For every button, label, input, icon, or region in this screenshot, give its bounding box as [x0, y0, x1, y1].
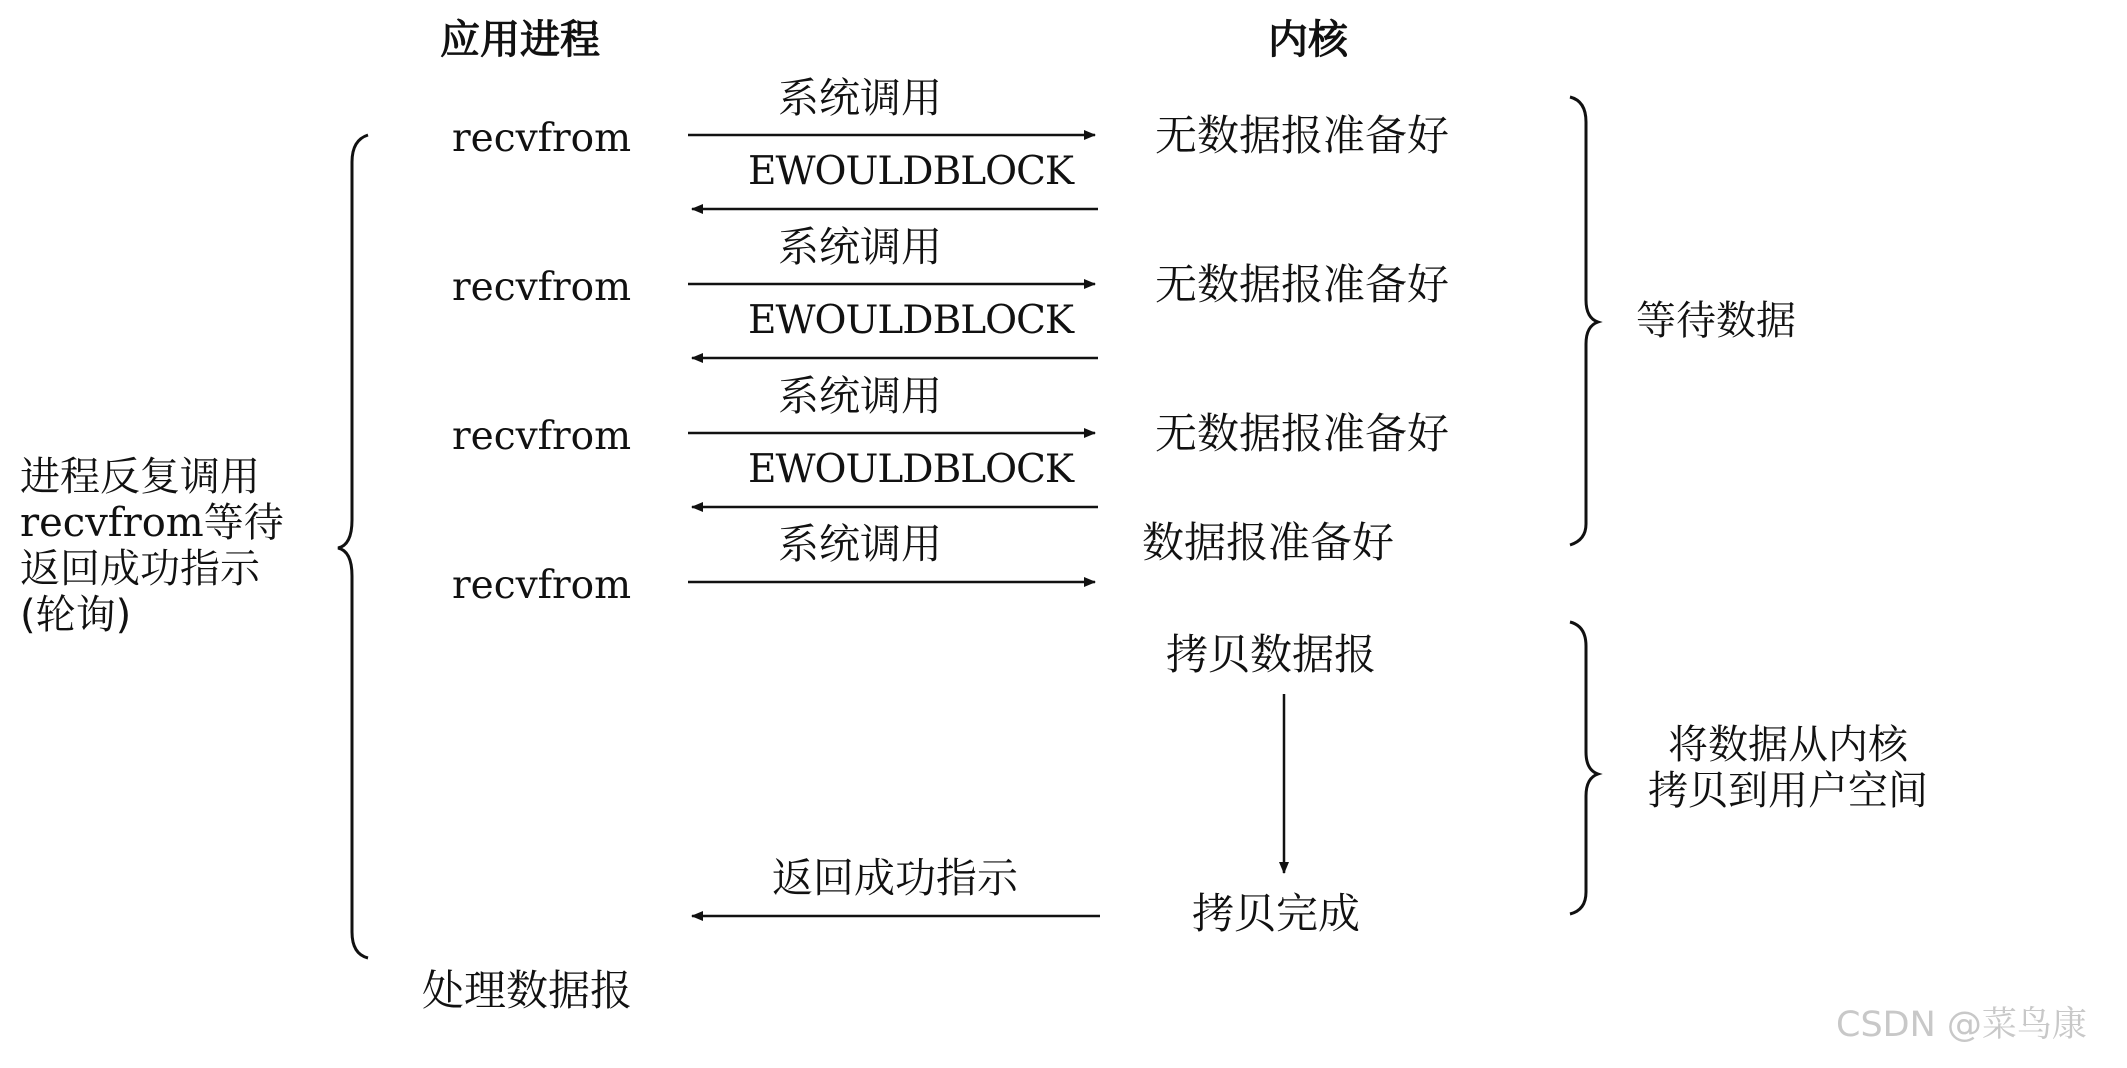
polling-note-line1: 进程反复调用: [20, 454, 260, 500]
phase-wait-label: 等待数据: [1636, 298, 1796, 344]
recvfrom-call-3: recvfrom: [452, 414, 632, 459]
recvfrom-call-2: recvfrom: [452, 265, 632, 310]
csdn-watermark: CSDN @菜鸟康: [1836, 1005, 2087, 1045]
wait-brace: [1570, 97, 1598, 545]
polling-note-wait: 等待: [203, 500, 284, 546]
copy-datagram-label: 拷贝数据报: [1166, 630, 1377, 679]
syscall-label-3: 系统调用: [778, 372, 942, 420]
recvfrom-call-1: recvfrom: [452, 116, 632, 161]
kernel-header: 内核: [1268, 17, 1348, 63]
syscall-label-4: 系统调用: [778, 520, 942, 568]
recvfrom-call-4: recvfrom: [452, 563, 632, 608]
phase-copy-line1: 将数据从内核: [1668, 722, 1908, 768]
polling-note-recvfrom: recvfrom: [20, 500, 204, 546]
ewouldblock-label-3: EWOULDBLOCK: [748, 447, 1074, 492]
polling-note-line3: 返回成功指示: [20, 546, 260, 592]
ewouldblock-label-2: EWOULDBLOCK: [748, 298, 1074, 343]
phase-copy-label: [1648, 722, 1928, 814]
return-success-label: 返回成功指示: [772, 854, 1018, 902]
polling-note-line4: (轮询): [20, 592, 132, 638]
polling-note: [20, 454, 284, 638]
syscall-label-2: 系统调用: [778, 223, 942, 271]
phase-copy-line2: 拷贝到用户空间: [1648, 768, 1928, 814]
left-brace: [338, 135, 368, 958]
polling-note-line2: [20, 500, 284, 546]
kernel-state-1: 无数据报准备好: [1155, 111, 1450, 160]
copy-brace: [1570, 622, 1598, 914]
syscall-label-1: 系统调用: [778, 74, 942, 122]
kernel-state-ready: 数据报准备好: [1142, 518, 1395, 567]
ewouldblock-label-1: EWOULDBLOCK: [748, 149, 1074, 194]
kernel-state-3: 无数据报准备好: [1155, 409, 1450, 458]
process-datagram-label: 处理数据报: [422, 966, 633, 1015]
copy-complete-label: 拷贝完成: [1192, 889, 1361, 938]
kernel-state-2: 无数据报准备好: [1155, 260, 1450, 309]
app-process-header: 应用进程: [440, 17, 600, 63]
